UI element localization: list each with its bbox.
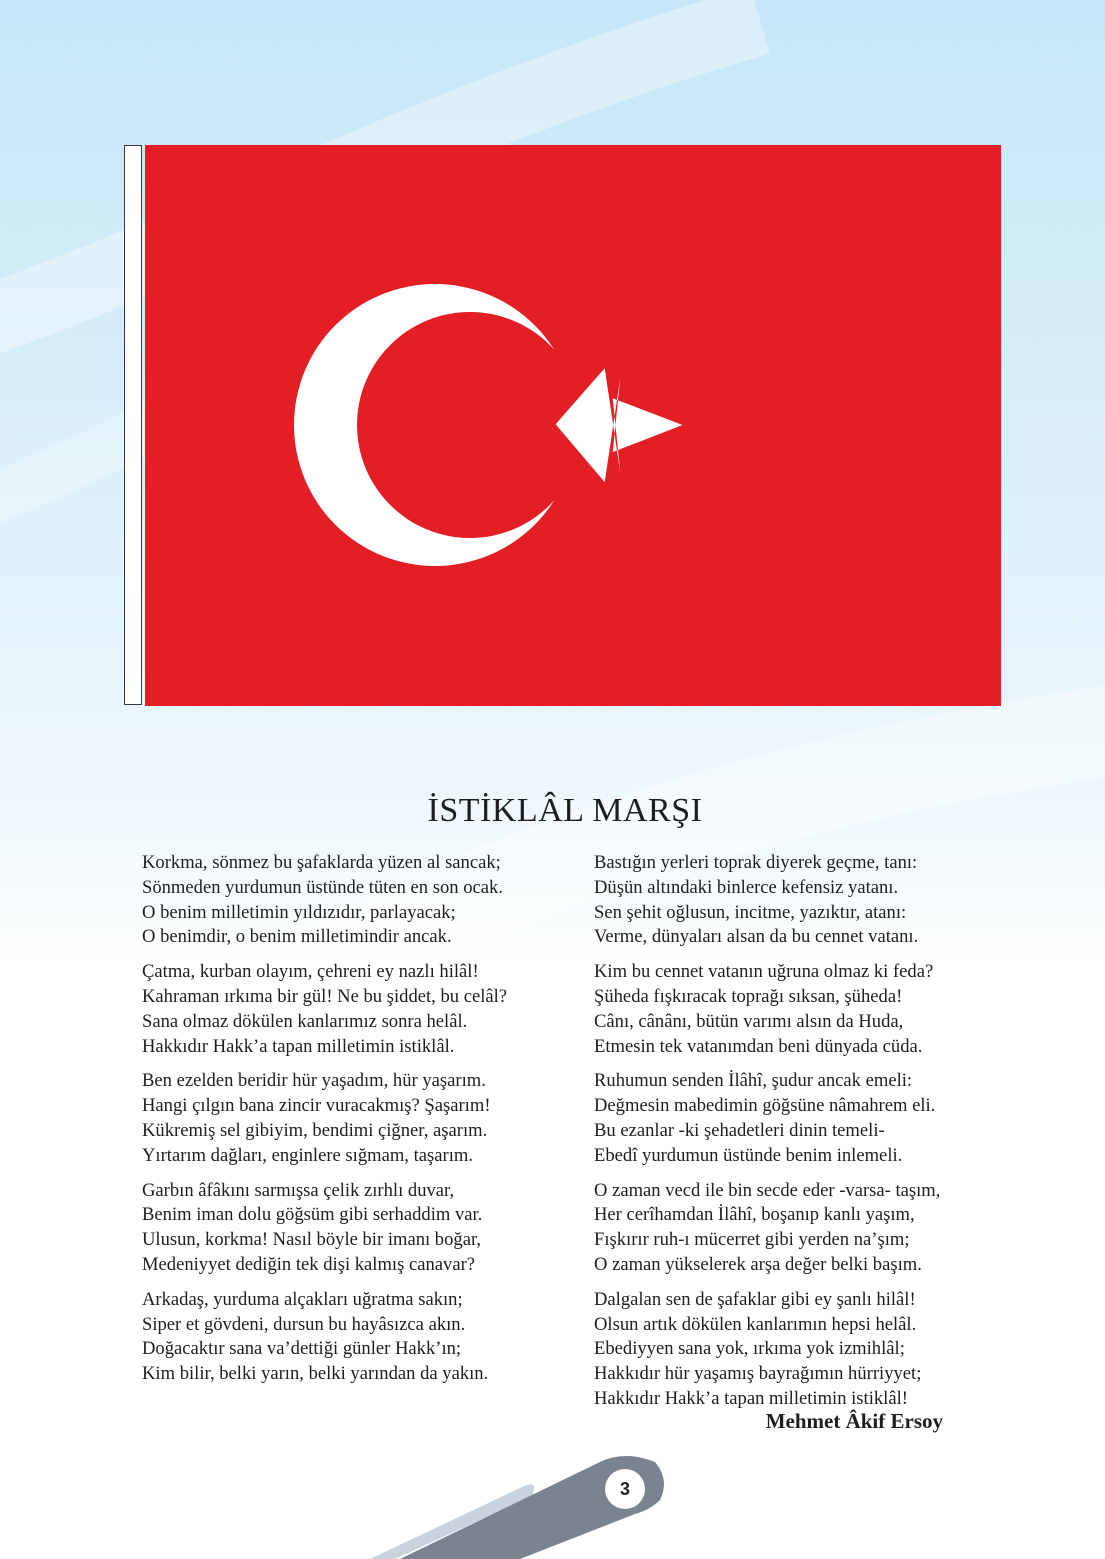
verse-line: Hakkıdır Hakk’a tapan milletimin istiklâl. [142, 1035, 455, 1057]
verse-line: O zaman yükselerek arşa değer belki başım. [594, 1253, 922, 1275]
verse-line: O zaman vecd ile bin secde eder -varsa- taşım, [594, 1179, 941, 1201]
verse-line: Sana olmaz dökülen kanlarımız sonra helâl. [142, 1010, 468, 1032]
verse-line: Olsun artık dökülen kanlarımın hepsi helâl. [594, 1313, 917, 1335]
verse-line: Her cerîhamdan İlâhî, boşanıp kanlı yaşım, [594, 1204, 915, 1226]
verse-line: Verme, dünyaları alsan da bu cennet vatanı. [594, 926, 919, 948]
verse-line: Bastığın yerleri toprak diyerek geçme, tanı: [594, 852, 918, 873]
verse-line: Sönmeden yurdumun üstünde tüten en son ocak. [142, 876, 503, 898]
verse-line: O benim milletimin yıldızıdır, parlayacak; [142, 901, 456, 923]
verse-line: Yırtarım dağları, enginlere sığmam, taşarım. [142, 1144, 473, 1166]
stanza [142, 1179, 562, 1278]
flag-pole [124, 145, 142, 705]
verse-line: O benimdir, o benim milletimindir ancak. [142, 926, 452, 948]
verse-line: Dalgalan sen de şafaklar gibi ey şanlı hilâl! [594, 1288, 916, 1310]
verse-line: Kim bilir, belki yarın, belki yarından da yakın. [142, 1363, 489, 1385]
page-title: İSTİKLÂL MARŞI [427, 792, 703, 829]
stanza [594, 851, 1014, 950]
verse-line: Siper et gövdeni, dursun bu hayâsızca akın. [142, 1313, 466, 1335]
stanza [594, 1179, 1014, 1278]
verse-line: Hakkıdır Hakk’a tapan milletimin istiklâl! [594, 1387, 908, 1409]
stanza [142, 960, 562, 1059]
verse-line: Benim iman dolu göğsüm gibi serhaddim var. [142, 1204, 483, 1226]
verse-line: Fışkırır ruh-ı mücerret gibi yerden na’şım; [594, 1229, 910, 1251]
verse-line: Bu ezanlar -ki şehadetleri dinin temeli- [594, 1119, 885, 1141]
turkish-flag [145, 145, 1001, 706]
verse-line: Doğacaktır sana va’dettiği günler Hakk’ın; [142, 1338, 462, 1360]
verse-line: Ulusun, korkma! Nasıl böyle bir imanı boğar, [142, 1229, 482, 1251]
stanza [142, 1288, 562, 1387]
verse-line: Ruhumun senden İlâhî, şudur ancak emeli: [594, 1070, 913, 1092]
verse-line: Arkadaş, yurduma alçakları uğratma sakın; [142, 1288, 463, 1310]
author-signature: Mehmet Âkif Ersoy [765, 1409, 943, 1433]
verse-line: Sen şehit oğlusun, incitme, yazıktır, atanı: [594, 901, 907, 923]
verse-line: Garbın âfâkını sarmışsa çelik zırhlı duvar, [142, 1179, 455, 1201]
poem-column-left [142, 851, 562, 1397]
verse-line: Ebediyyen sana yok, ırkıma yok izmihlâl; [594, 1338, 905, 1360]
verse-line: Medeniyyet dediğin tek dişi kalmış canavar? [142, 1253, 476, 1275]
verse-line: Hakkıdır hür yaşamış bayrağımın hürriyyet; [594, 1363, 922, 1385]
verse-line: Hangi çılgın bana zincir vuracakmış? Şaşarım! [142, 1095, 491, 1117]
verse-line: Kahraman ırkıma bir gül! Ne bu şiddet, bu celâl? [142, 985, 508, 1007]
verse-line: Korkma, sönmez bu şafaklarda yüzen al sancak; [142, 852, 501, 873]
verse-line: Etmesin tek vatanımdan beni dünyada cüda. [594, 1035, 923, 1057]
stanza [594, 1069, 1014, 1168]
poem-column-right [594, 851, 1014, 1422]
footer-decoration [0, 1440, 1105, 1559]
stanza [142, 851, 562, 950]
verse-line: Cânı, cânânı, bütün varımı alsın da Huda, [594, 1010, 904, 1032]
verse-line: Ben ezelden beridir hür yaşadım, hür yaşarım. [142, 1070, 486, 1092]
verse-line: Kim bu cennet vatanın uğruna olmaz ki feda? [594, 961, 934, 983]
verse-line: Ebedî yurdumun üstünde benim inlemeli. [594, 1144, 903, 1166]
stanza [594, 960, 1014, 1059]
page-number: 3 [619, 1479, 630, 1499]
stanza [142, 1069, 562, 1168]
verse-line: Kükremiş sel gibiyim, bendimi çiğner, aşarım. [142, 1119, 488, 1141]
verse-line: Düşün altındaki binlerce kefensiz yatanı. [594, 876, 899, 898]
verse-line: Şüheda fışkıracak toprağı sıksan, şüheda! [594, 985, 903, 1007]
stanza [594, 1288, 1014, 1412]
verse-line: Çatma, kurban olayım, çehreni ey nazlı hilâl! [142, 961, 479, 983]
verse-line: Değmesin mabedimin göğsüne nâmahrem eli. [594, 1095, 936, 1117]
